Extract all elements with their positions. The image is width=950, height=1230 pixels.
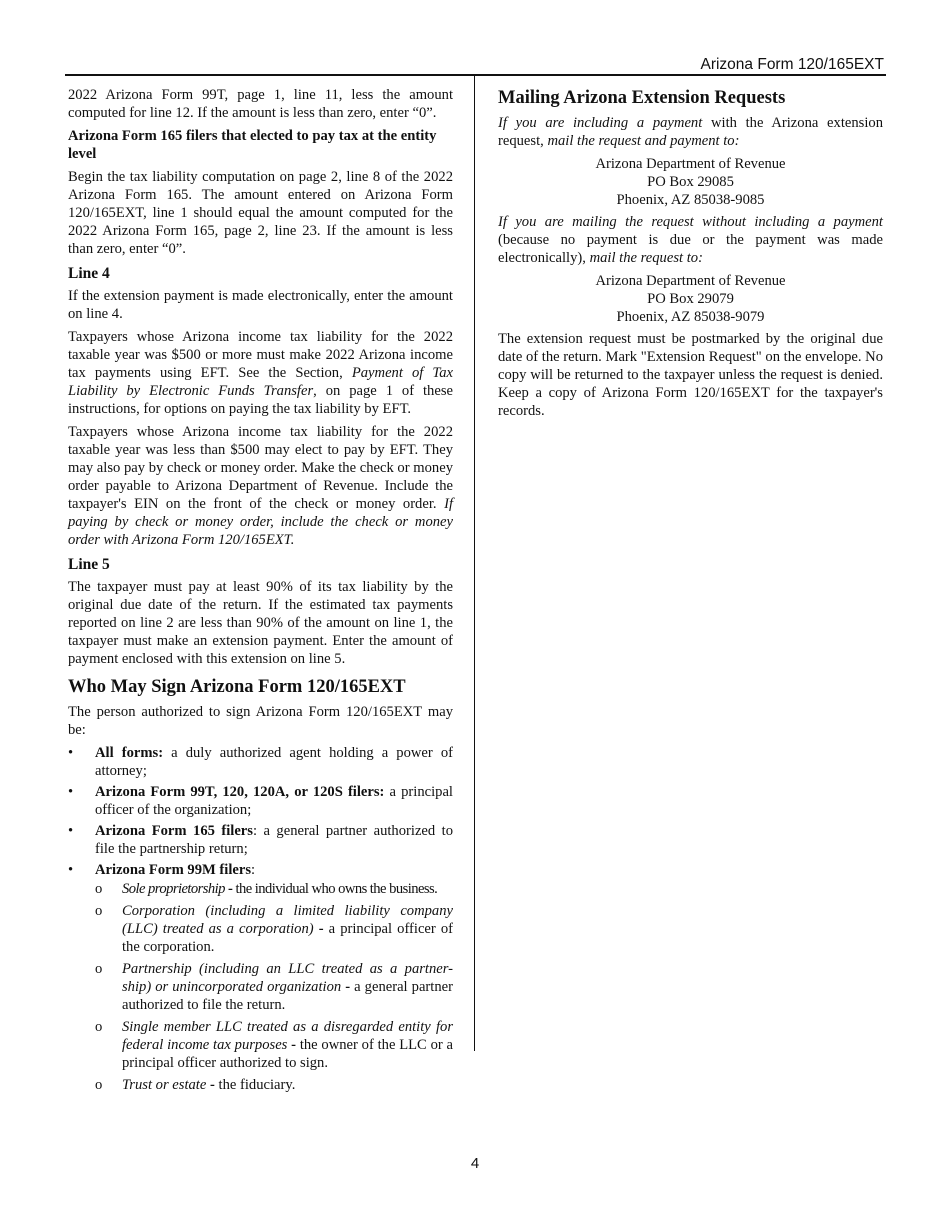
sub-item-dash: - [287, 1037, 300, 1053]
bullet-text: : [251, 862, 256, 878]
sub-item-dash: - [341, 979, 355, 995]
list-item [68, 783, 453, 819]
column-divider [474, 76, 475, 1051]
header-rule [65, 74, 886, 76]
line4-paragraph-3 [68, 423, 453, 549]
list-item [68, 861, 453, 1094]
bullet-text: : a general partner authorized to file the partnership return; [95, 823, 454, 857]
mailing-heading: Mailing Arizona Extension Requests [498, 88, 786, 108]
address-line: PO Box 29085 [647, 174, 734, 190]
payment-p-italic-2: mail the request and payment to: [547, 133, 740, 149]
address-line: Phoenix, AZ 85038-9085 [616, 192, 765, 208]
bullet-label: Arizona Form 165 filers [95, 823, 253, 839]
entity-level-heading: Arizona Form 165 filers that elected to pay tax at the entity level [68, 128, 437, 162]
sub-list-item [95, 902, 453, 956]
who-may-sign-intro: The person authorized to sign Arizona Form 120/165EXT may be: [68, 704, 453, 738]
bullet-icon: • [68, 862, 74, 878]
line4-p3-italic: If paying by check or money order, include the check or money order with Arizona Form 120/165EXT. [68, 496, 453, 548]
line4-p3-text: Taxpayers whose Arizona income tax liability for the 2022 taxable year was less than $500 may elect to pay by EFT. They may also pay by check or money order. Make the check or money order payable to Arizona Department of Revenue. Include the taxpayer's EIN on the front of the check or money order. [68, 424, 453, 512]
sub-item-entity: Corporation (including a limited liability company (LLC) treated as a corporation) [122, 903, 453, 937]
line4-heading: Line 4 [68, 265, 110, 282]
bullet-text: a principal officer of the organization; [95, 784, 453, 818]
payment-paragraph [498, 114, 883, 150]
right-column [498, 88, 883, 425]
sub-item-entity: Sole proprietorship [122, 881, 225, 897]
sub-item-entity: Trust or estate [122, 1077, 207, 1093]
sub-item-text: the owner of the LLC or a principal officer authorized to sign. [122, 1037, 453, 1071]
address-line: Arizona Department of Revenue [595, 156, 786, 172]
sub-item-entity: Single member LLC treated as a disregarded entity for federal income tax purposes [122, 1019, 453, 1053]
bullet-icon: • [68, 823, 74, 839]
sub-item-dash: - [224, 881, 236, 897]
line4-paragraph-2 [68, 328, 453, 418]
left-column [68, 86, 453, 1098]
line4-p2-text-a: Taxpayers whose Arizona income tax liability for the 2022 taxable year was $500 or more must make 2022 Arizona income tax payments using EFT. See the Section, [68, 329, 453, 381]
no-payment-p-italic-2: mail the request to: [589, 250, 703, 266]
page-header-title: Arizona Form 120/165EXT [700, 56, 884, 73]
line5-paragraph: The taxpayer must pay at least 90% of its tax liability by the original due date of the return. If the estimated tax payments reported on line 2 are less than 90% of the amount on line 1, the taxpayer must make an extension payment. Enter the amount of payment enclosed with this extension on line 5. [68, 579, 453, 667]
sub-item-text: the fiduciary. [218, 1077, 296, 1093]
sub-item-dash: - [206, 1077, 219, 1093]
circle-bullet-icon: o [95, 1077, 103, 1093]
line5-heading: Line 5 [68, 556, 110, 573]
no-payment-paragraph [498, 213, 883, 267]
circle-bullet-icon: o [95, 961, 103, 977]
signer-list [68, 744, 453, 1094]
bullet-icon: • [68, 784, 74, 800]
payment-p-italic-1: If you are including a payment [498, 115, 703, 131]
sub-list-item [95, 960, 453, 1014]
address-line: Arizona Department of Revenue [595, 273, 786, 289]
sub-list-item [95, 1076, 453, 1094]
payment-address [498, 155, 883, 209]
sub-item-entity: Partnership (including an LLC treated as a partner-ship) or unincorporated organization [122, 961, 453, 995]
bullet-icon: • [68, 745, 74, 761]
intro-paragraph: 2022 Arizona Form 99T, page 1, line 11, less the amount computed for line 12. If the amount is less than zero, enter “0”. [68, 87, 453, 121]
bullet-text: a duly authorized agent holding a power of attorney; [95, 745, 453, 779]
who-may-sign-heading: Who May Sign Arizona Form 120/165EXT [68, 677, 406, 697]
line4-p2-section-ref: Payment of Tax Liability by Electronic Funds Transfer [68, 365, 453, 399]
payment-p-text: with the Arizona extension request, [498, 115, 883, 149]
circle-bullet-icon: o [95, 903, 103, 919]
address-line: Phoenix, AZ 85038-9079 [616, 309, 765, 325]
sub-list-item [95, 880, 453, 898]
sub-item-text: a general partner authorized to file the return. [122, 979, 453, 1013]
sub-item-text: a principal officer of the corporation. [122, 921, 453, 955]
address-line: PO Box 29079 [647, 291, 734, 307]
page-number: 4 [470, 1155, 480, 1172]
bullet-label: All forms: [95, 745, 164, 761]
sub-item-text: the individual who owns the business. [235, 881, 438, 897]
no-payment-p-text: (because no payment is due or the payment was made electronically), [498, 232, 883, 266]
circle-bullet-icon: o [95, 881, 102, 897]
bullet-label: Arizona Form 99M filers [95, 862, 252, 878]
line4-p2-text-b: , on page 1 of these instructions, for options on paying the tax liability by EFT. [68, 383, 453, 417]
line4-paragraph-1: If the extension payment is made electronically, enter the amount on line 4. [68, 288, 453, 322]
entity-level-paragraph: Begin the tax liability computation on page 2, line 8 of the 2022 Arizona Form 165. The amount entered on Arizona Form 120/165EXT, line 1 should equal the amount computed for the 2022 Arizona Form 165, page 2, line 23. If the amount is less than zero, enter “0”. [68, 169, 453, 257]
list-item [68, 744, 453, 780]
sub-list [95, 880, 453, 1094]
no-payment-p-italic-1: If you are mailing the request without including a payment [498, 214, 883, 230]
sub-list-item [95, 1018, 453, 1072]
circle-bullet-icon: o [95, 1019, 103, 1035]
no-payment-address [498, 272, 883, 326]
sub-item-dash: - [313, 921, 329, 937]
bullet-label: Arizona Form 99T, 120, 120A, or 120S filers: [95, 784, 385, 800]
list-item [68, 822, 453, 858]
postmark-paragraph: The extension request must be postmarked by the original due date of the return. Mark "Extension Request" on the envelope. No copy will be returned to the taxpayer unless the request is denied. Keep a copy of Arizona Form 120/165EXT for the taxpayer's records. [498, 331, 883, 419]
